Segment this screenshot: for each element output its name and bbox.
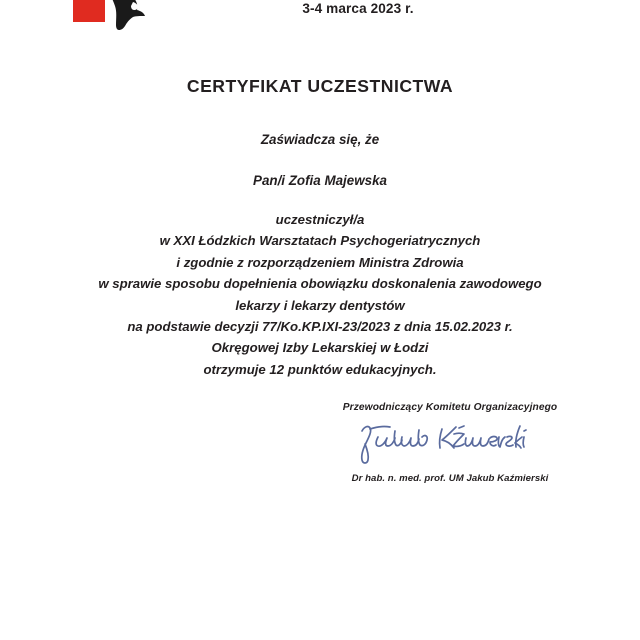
body-line: w sprawie sposobu dopełnienia obowiązku doskonalenia zawodowego (98, 276, 542, 292)
body-line: i zgodnie z rozporządzeniem Ministra Zdrowia (176, 254, 464, 270)
page-title: CERTYFIKAT UCZESTNICTWA (186, 76, 454, 96)
signatory-printed-name: Dr hab. n. med. prof. UM Jakub Kaźmierski (351, 473, 549, 484)
body-line: otrzymuje 12 punktów edukacyjnych. (203, 361, 437, 377)
handwritten-signature (330, 419, 570, 467)
body-line: na podstawie decyzji 77/Ko.KP.IXI-23/2023 z dnia 15.02.2023 r. (127, 319, 513, 335)
body-line: Okręgowej Izby Lekarskiej w Łodzi (211, 340, 429, 356)
body-line: w XXI Łódzkich Warsztatach Psychogeriatrycznych (159, 233, 481, 249)
body-line: lekarzy i lekarzy dentystów (235, 297, 405, 313)
attestation-text: Zaświadcza się, że (260, 132, 380, 147)
certificate-body (0, 209, 640, 380)
event-date: 3-4 marca 2023 r. (302, 1, 414, 16)
signature-block (330, 402, 570, 484)
signatory-role: Przewodniczący Komitetu Organizacyjnego (342, 402, 558, 413)
body-line: uczestniczył/a (275, 212, 365, 227)
recipient-name: Pan/i Zofia Majewska (253, 173, 387, 188)
